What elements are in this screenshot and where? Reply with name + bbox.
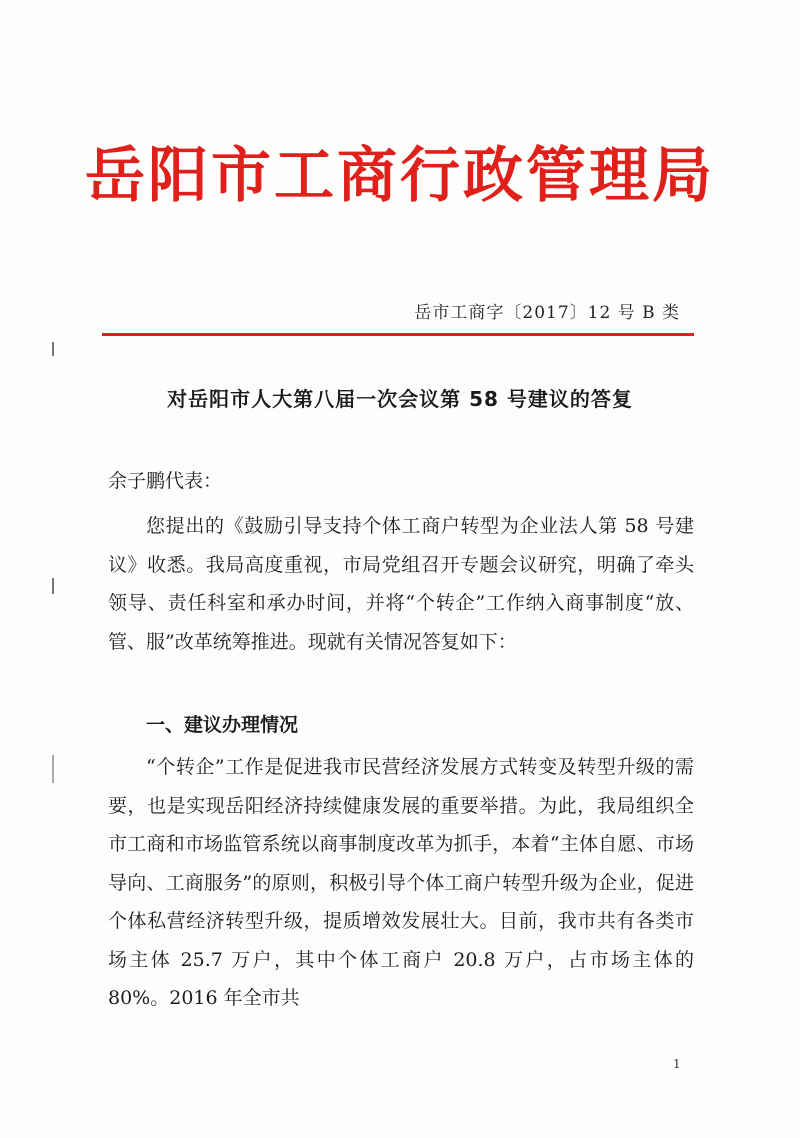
scan-mark-top: [52, 342, 54, 356]
paragraph-body: “个转企”工作是促进我市民营经济发展方式转变及转型升级的需要，也是实现岳阳经济持续健康发展的重要举措。为此，我局组织全市工商和市场监管系统以商事制度改革为抓手，本着“主体自愿、市场导向、工商服务”的原则，积极引导个体工商户转型升级为企业，促进个体私营经济转型升级，提质增效发展壮大。目前，我市共有各类市场主体 25.7 万户，其中个体工商户 20.8 万户，占市场主体的 80%。2016 年全市共: [108, 756, 694, 1009]
document-number: 岳市工商字〔2017〕12 号 B 类: [414, 303, 680, 323]
paragraph-intro: 您提出的《鼓励引导支持个体工商户转型为企业法人第 58 号建议》收悉。我局高度重视，市局党组召开专题会议研究，明确了牵头领导、责任科室和承办时间，并将“个转企”工作纳入商事制度“放、管、服”改革统筹推进。现就有关情况答复如下：: [108, 515, 694, 653]
page-number: 1: [673, 1057, 681, 1071]
red-divider-line: [102, 333, 694, 336]
section-heading: 一、建议办理情况: [146, 714, 299, 736]
salutation: 余子鹏代表：: [108, 470, 223, 492]
agency-masthead: 岳阳市工商行政管理局: [85, 141, 715, 211]
scan-mark-lower: [52, 755, 54, 783]
document-title: 对岳阳市人大第八届一次会议第 58 号建议的答复: [167, 387, 633, 411]
scan-mark-middle: [52, 578, 54, 594]
